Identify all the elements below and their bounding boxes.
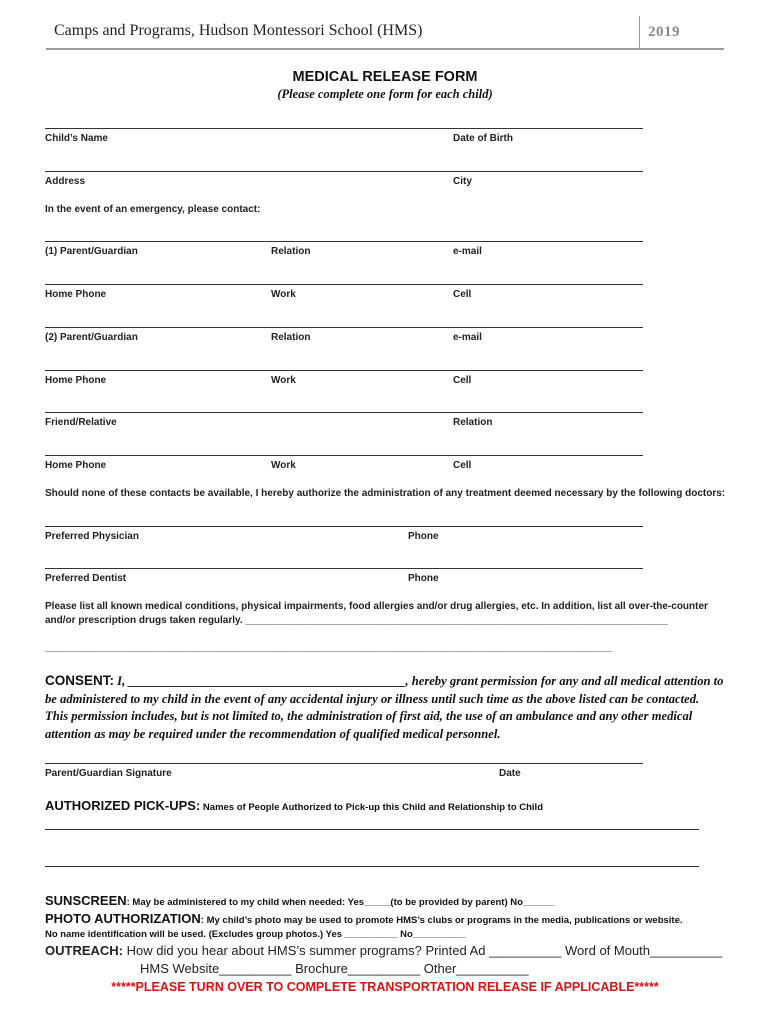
sunscreen-head: SUNSCREEN [45, 893, 127, 908]
pickups-heading [45, 797, 543, 815]
physician-phone-label: Phone [408, 531, 439, 542]
parent2-label: (2) Parent/Guardian [45, 332, 138, 343]
parent1-label: (1) Parent/Guardian [45, 246, 138, 257]
photo-line-2[interactable]: No name identification will be used. (Excludes group photos.) Yes __________ No__________ [45, 929, 466, 940]
signature-line[interactable] [45, 763, 643, 764]
parent2-phone-line[interactable] [45, 370, 643, 371]
friend-work-label: Work [271, 460, 296, 471]
header-title: Camps and Programs, Hudson Montessori School (HMS) [54, 22, 423, 39]
consent-text: I, ____________________________________________, hereby grant permission for any and all medical attention to be administered to my child in the event of any accidental injury or illness until such time as the above listed can be contacted. This permission includes, but is not limited to, the administration of first aid, the use of an ambulance and any other medical attention as may be required under the recommendation of qualified medical personnel. [45, 674, 724, 741]
consent-paragraph [45, 672, 725, 743]
parent-signature-label: Parent/Guardian Signature [45, 768, 172, 779]
conditions-text-3[interactable]: ______________________________________________________________________________________________________ [45, 642, 613, 653]
dentist-phone-label: Phone [408, 573, 439, 584]
friend-line[interactable] [45, 412, 643, 413]
physician-label: Preferred Physician [45, 531, 139, 542]
outreach-head: OUTREACH: [45, 943, 123, 958]
photo-text: : My child’s photo may be used to promote HMS’s clubs or programs in the media, publications or website. [200, 915, 683, 926]
child-name-label: Child’s Name [45, 133, 108, 144]
pickup-line-2[interactable] [45, 866, 699, 867]
friend-home-phone-label: Home Phone [45, 460, 107, 471]
physician-line[interactable] [45, 526, 643, 527]
city-label: City [453, 176, 472, 187]
parent1-phone-line[interactable] [45, 284, 643, 285]
friend-cell-label: Cell [453, 460, 472, 471]
parent1-email-label: e-mail [453, 246, 482, 257]
photo-head: PHOTO AUTHORIZATION [45, 911, 201, 926]
parent2-line[interactable] [45, 327, 643, 328]
friend-phone-line[interactable] [45, 455, 643, 456]
parent1-cell-label: Cell [453, 289, 472, 300]
sunscreen-row [45, 892, 555, 910]
parent2-work-label: Work [271, 375, 296, 386]
header-rule [46, 48, 724, 50]
pickups-text: Names of People Authorized to Pick-up this Child and Relationship to Child [200, 802, 544, 813]
doctors-intro: Should none of these contacts be available, I hereby authorize the administration of any treatment deemed necessary by the following doctors: [45, 488, 726, 499]
parent1-relation-label: Relation [271, 246, 311, 257]
outreach-text[interactable]: How did you hear about HMS’s summer programs? Printed Ad __________ Word of Mouth__________ [123, 943, 723, 958]
conditions-text-2[interactable]: and/or prescription drugs taken regularly. ____________________________________________________________________________ [45, 615, 669, 626]
conditions-text-1: Please list all known medical conditions, physical impairments, food allergies and/or drug allergies, etc. In addition, list all over-the-counter [45, 601, 708, 612]
dentist-label: Preferred Dentist [45, 573, 127, 584]
photo-row [45, 910, 683, 928]
address-line[interactable] [45, 171, 643, 172]
dob-label: Date of Birth [453, 133, 513, 144]
dentist-line[interactable] [45, 568, 643, 569]
footer-notice: *****PLEASE TURN OVER TO COMPLETE TRANSPORTATION RELEASE IF APPLICABLE***** [111, 980, 659, 994]
outreach-line-2[interactable]: HMS Website__________ Brochure__________ Other__________ [140, 961, 529, 976]
parent1-home-phone-label: Home Phone [45, 289, 107, 300]
form-title: MEDICAL RELEASE FORM [292, 69, 478, 85]
date-label: Date [499, 768, 521, 779]
outreach-row [45, 943, 722, 958]
child-name-line[interactable] [45, 128, 643, 129]
address-label: Address [45, 176, 86, 187]
friend-relation-label: Relation [453, 417, 493, 428]
pickup-line-1[interactable] [45, 829, 699, 830]
parent2-email-label: e-mail [453, 332, 482, 343]
consent-lead: CONSENT: [45, 673, 115, 688]
parent2-cell-label: Cell [453, 375, 472, 386]
header-divider [639, 16, 640, 50]
parent2-relation-label: Relation [271, 332, 311, 343]
pickups-head: AUTHORIZED PICK-UPS: [45, 798, 201, 813]
parent1-work-label: Work [271, 289, 296, 300]
header-year: 2019 [648, 24, 680, 40]
parent2-home-phone-label: Home Phone [45, 375, 107, 386]
emergency-intro: In the event of an emergency, please contact: [45, 204, 261, 215]
friend-label: Friend/Relative [45, 417, 117, 428]
form-subtitle: (Please complete one form for each child) [277, 87, 493, 101]
sunscreen-text[interactable]: : May be administered to my child when needed: Yes_____(to be provided by parent) No______ [126, 897, 555, 908]
parent1-line[interactable] [45, 241, 643, 242]
